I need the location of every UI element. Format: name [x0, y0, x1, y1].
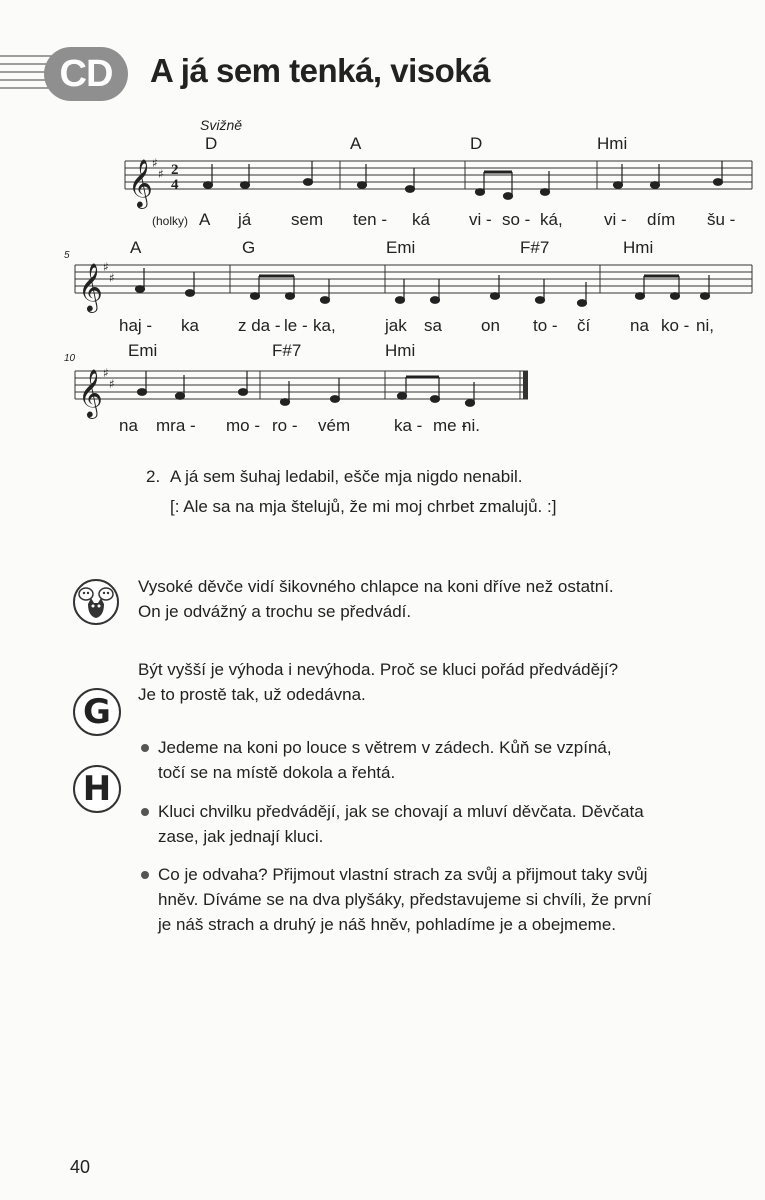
- song-title: A já sem tenká, visoká: [150, 52, 490, 89]
- chord: G: [242, 238, 256, 257]
- g-letter-icon: G: [73, 688, 121, 736]
- lyric-syllable: mra -: [156, 416, 196, 435]
- list-item-line: je náš strach a druhý je náš hněv, pohladíme je a obejmeme.: [158, 915, 617, 934]
- lyric-syllable: mo -: [226, 416, 260, 435]
- chord: Emi: [386, 238, 416, 257]
- chord: D: [205, 134, 218, 153]
- paragraph-line: Vysoké děvče vidí šikovného chlapce na koni dříve než ostatní.: [138, 577, 614, 596]
- h-letter-icon: H: [73, 765, 121, 813]
- svg-text:♯: ♯: [152, 156, 158, 170]
- tempo-marking: Svižně: [200, 117, 243, 133]
- lyric-syllable: le -: [284, 316, 308, 335]
- lyric-syllable: vi -: [604, 210, 627, 229]
- svg-text:♯: ♯: [109, 377, 115, 391]
- drama-text: [138, 574, 614, 624]
- lyric-syllable: já: [238, 210, 252, 229]
- lyric-syllable: A: [199, 210, 211, 229]
- staff-line-2: [75, 265, 752, 293]
- lyric-syllable: ka: [181, 316, 199, 335]
- page-number: 40: [70, 1157, 91, 1177]
- svg-text:♯: ♯: [103, 260, 109, 274]
- bullet-icon: [141, 744, 149, 752]
- svg-text:♯: ♯: [109, 271, 115, 285]
- lyric-syllable: ka -: [394, 416, 423, 435]
- list-item-line: Co je odvaha? Přijmout vlastní strach za svůj a přijmout taky svůj: [158, 865, 648, 884]
- lyric-syllable: on: [481, 316, 500, 335]
- lyric-syllable: vi -: [469, 210, 492, 229]
- discussion-text: [138, 657, 618, 707]
- list-item-line: točí se na místě dokola a řehtá.: [158, 763, 396, 782]
- lyric-syllable: na: [119, 416, 138, 435]
- verse-line: A já sem šuhaj ledabil, ešče mja nigdo nenabil.: [170, 467, 523, 486]
- lyric-syllable: ká,: [540, 210, 563, 229]
- verse-number: 2.: [146, 467, 161, 486]
- list-item: [158, 735, 612, 785]
- lyric-syllable: haj -: [119, 316, 153, 335]
- list-item-line: hněv. Díváme se na dva plyšáky, představujeme si chvíli, že první: [158, 890, 652, 909]
- lyric-syllable: z da -: [238, 316, 281, 335]
- lyric-syllable: ni,: [696, 316, 714, 335]
- lyric-syllable: dím: [647, 210, 676, 229]
- chord: Hmi: [385, 341, 416, 360]
- paragraph-line: Být vyšší je výhoda i nevýhoda. Proč se kluci pořád předvádějí?: [138, 660, 619, 679]
- chord: F#7: [520, 238, 550, 257]
- lyric-syllable: ka,: [313, 316, 336, 335]
- lyric-syllable: čí: [577, 316, 591, 335]
- chord: F#7: [272, 341, 302, 360]
- svg-text:𝄞: 𝄞: [78, 368, 103, 417]
- list-item-line: Jedeme na koni po louce s větrem v zádech. Kůň se vzpíná,: [158, 738, 612, 757]
- lyric-syllable: ni.: [462, 416, 480, 435]
- lyric-syllable: šu -: [707, 210, 736, 229]
- paragraph-line: On je odvážný a trochu se předvádí.: [138, 602, 412, 621]
- list-item: [158, 862, 652, 937]
- chord: Hmi: [597, 134, 628, 153]
- list-item: [158, 799, 644, 849]
- lyric-syllable: to -: [533, 316, 558, 335]
- lyric-syllable: so -: [502, 210, 531, 229]
- bullet-icon: [141, 871, 149, 879]
- lyric-syllable: ká: [412, 210, 430, 229]
- bar-number: 10: [64, 353, 76, 364]
- paragraph-line: Je to prostě tak, už odedávna.: [138, 685, 366, 704]
- time-signature-top: 2: [171, 162, 179, 178]
- lyric-syllable: me -: [433, 416, 467, 435]
- list-item-line: Kluci chvilku předvádějí, jak se chovají a mluví děvčata. Děvčata: [158, 802, 644, 821]
- svg-text:♯: ♯: [158, 167, 164, 181]
- chord: A: [350, 134, 362, 153]
- chord: Hmi: [623, 238, 654, 257]
- chord: Emi: [128, 341, 158, 360]
- lyric-syllable: ro -: [272, 416, 298, 435]
- lyric-syllable: vém: [318, 416, 351, 435]
- lyric-syllable: sa: [424, 316, 442, 335]
- singer-note: (holky): [152, 214, 189, 228]
- lyric-syllable: na: [630, 316, 649, 335]
- lyric-syllable: jak: [385, 316, 407, 335]
- lyric-syllable: sem: [291, 210, 324, 229]
- chord: D: [470, 134, 483, 153]
- svg-text:𝄞: 𝄞: [78, 262, 103, 311]
- chord: A: [130, 238, 142, 257]
- treble-clef-icon: 𝄞: [128, 158, 153, 207]
- list-item-line: zase, jak jednají kluci.: [158, 827, 324, 846]
- theatre-masks-cat-icon: [72, 578, 120, 626]
- verse-line: [: Ale sa na mja štelujů, že mi moj chrbet zmalujů. :]: [170, 497, 557, 516]
- bar-number: 5: [64, 250, 70, 261]
- lyric-syllable: ko -: [661, 316, 690, 335]
- lyric-syllable: ten -: [353, 210, 388, 229]
- svg-text:♯: ♯: [103, 366, 109, 380]
- cd-badge: CD: [44, 47, 128, 101]
- time-signature-bottom: 4: [171, 177, 179, 193]
- bullet-icon: [141, 808, 149, 816]
